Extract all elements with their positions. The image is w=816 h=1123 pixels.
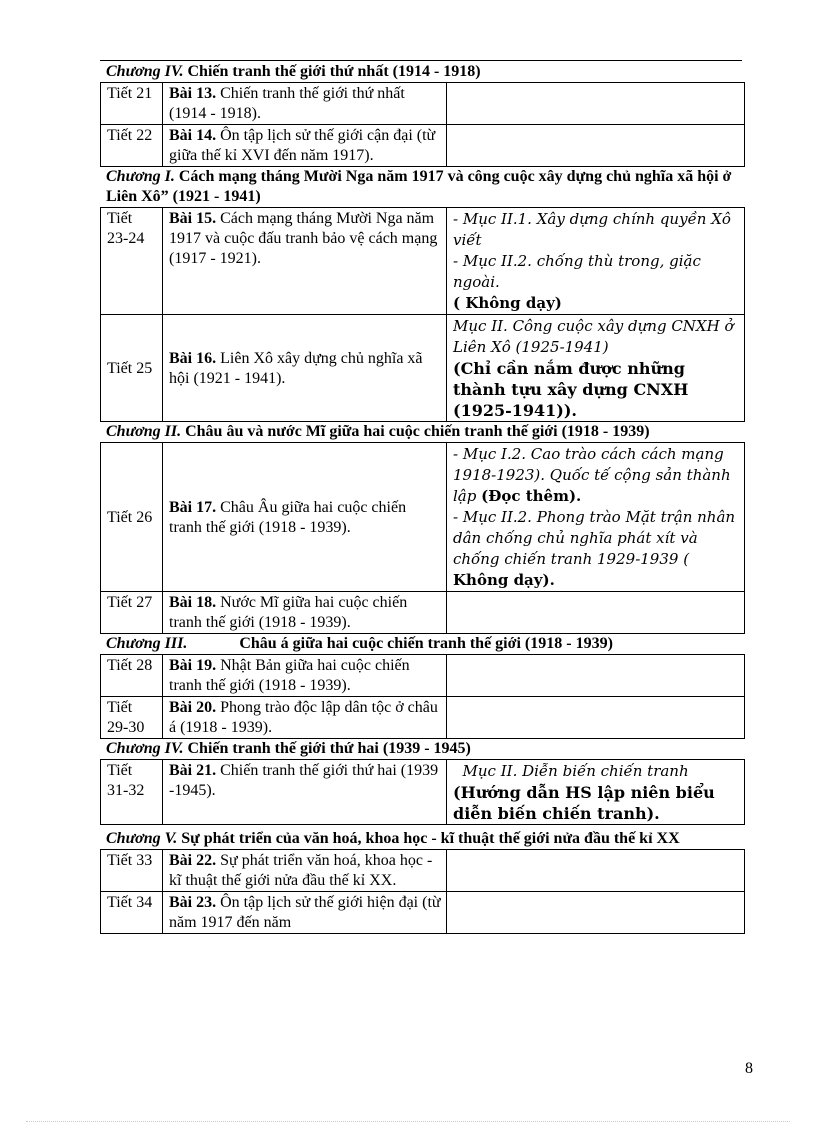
chapter-heading: Chương V. Sự phát triển của văn hoá, khoa học - kĩ thuật thế giới nửa đầu thế kỉ XX (106, 830, 680, 847)
lesson-table (100, 759, 745, 825)
note-cell (447, 315, 745, 422)
note-cell (447, 655, 745, 697)
note-cell (447, 208, 745, 315)
note-emphasis: (Hướng dẫn HS lập niên biểu diễn biến chiến tranh). (453, 783, 715, 823)
lesson-cell: Bài 17. Châu Âu giữa hai cuộc chiến tranh thế giới (1918 - 1939). (163, 443, 447, 592)
table-row (101, 83, 745, 125)
period-cell: Tiết 33 (101, 850, 163, 892)
lesson-cell: Bài 21. Chiến tranh thế giới thứ hai (1939 -1945). (163, 760, 447, 825)
note-emphasis: ( Không dạy) (453, 294, 562, 312)
table-row (101, 315, 745, 422)
table-row (101, 850, 745, 892)
period-cell: Tiết 34 (101, 892, 163, 934)
lesson-cell: Bài 20. Phong trào độc lập dân tộc ở châu á (1918 - 1939). (163, 697, 447, 739)
note-cell (447, 592, 745, 634)
table-row (101, 655, 745, 697)
lesson-cell: Bài 19. Nhật Bản giữa hai cuộc chiến tranh thế giới (1918 - 1939). (163, 655, 447, 697)
lesson-cell: Bài 13. Chiến tranh thế giới thứ nhất (1914 - 1918). (163, 83, 447, 125)
note-cell (447, 697, 745, 739)
note-cell (447, 760, 745, 825)
note-text: Mục II. Diễn biến chiến tranh (453, 762, 689, 780)
table-row (101, 892, 745, 934)
period-cell: Tiết 25 (101, 315, 163, 422)
chapter-heading: Chương III. Châu á giữa hai cuộc chiến tranh thế giới (1918 - 1939) (106, 635, 613, 652)
note-paragraph: - Mục I.2. Cao trào cách cách mạng 1918-1923). Quốc tế cộng sản thành lập (Đọc thêm). (453, 445, 731, 505)
period-cell: Tiết 28 (101, 655, 163, 697)
page-number: 8 (745, 1060, 753, 1077)
lesson-cell: Bài 14. Ôn tập lịch sử thế giới cận đại (từ giữa thế kỉ XVI đến năm 1917). (163, 125, 447, 167)
document-page (100, 62, 742, 934)
note-paragraph: - Mục II.2. Phong trào Mặt trận nhân dân chống chủ nghĩa phát xít và chống chiến tranh 1929-1939 ( Không dạy). (453, 508, 736, 589)
note-cell (447, 443, 745, 592)
lesson-cell: Bài 23. Ôn tập lịch sử thế giới hiện đại (từ năm 1917 đến năm (163, 892, 447, 934)
note-emphasis: (Chỉ cần nắm được những thành tựu xây dựng CNXH (1925-1941)). (453, 359, 689, 420)
chapter-heading: Chương II. Châu âu và nước Mĩ giữa hai cuộc chiến tranh thế giới (1918 - 1939) (106, 423, 650, 440)
lesson-cell: Bài 15. Cách mạng tháng Mười Nga năm 1917 và cuộc đấu tranh bảo vệ cách mạng (1917 - 1921). (163, 208, 447, 315)
lesson-cell: Bài 22. Sự phát triển văn hoá, khoa học - kĩ thuật thế giới nửa đầu thế kỉ XX. (163, 850, 447, 892)
lesson-table (100, 654, 745, 739)
chapter-heading: Chương I. Cách mạng tháng Mười Nga năm 1917 và công cuộc xây dựng chủ nghĩa xã hội ở Liên Xô” (1921 - 1941) (106, 168, 732, 205)
table-row (101, 760, 745, 825)
lesson-table (100, 207, 745, 422)
note-cell (447, 892, 745, 934)
lesson-cell: Bài 16. Liên Xô xây dựng chủ nghĩa xã hội (1921 - 1941). (163, 315, 447, 422)
chapter-heading: Chương IV. Chiến tranh thế giới thứ nhất (1914 - 1918) (106, 63, 481, 80)
lesson-table (100, 849, 745, 934)
note-cell (447, 850, 745, 892)
period-cell: Tiết 27 (101, 592, 163, 634)
header-rule (100, 60, 742, 61)
table-row (101, 208, 745, 315)
period-cell: Tiết 21 (101, 83, 163, 125)
table-row (101, 125, 745, 167)
period-cell: Tiết 22 (101, 125, 163, 167)
period-cell: Tiết 26 (101, 443, 163, 592)
lesson-table (100, 82, 745, 167)
lesson-cell: Bài 18. Nước Mĩ giữa hai cuộc chiến tranh thế giới (1918 - 1939). (163, 592, 447, 634)
table-row (101, 592, 745, 634)
period-cell: Tiết 29-30 (101, 697, 163, 739)
chapter-heading: Chương IV. Chiến tranh thế giới thứ hai (1939 - 1945) (106, 740, 471, 757)
lesson-table (100, 442, 745, 634)
table-row (101, 443, 745, 592)
table-row (101, 697, 745, 739)
page-bottom-edge (26, 1121, 790, 1122)
period-cell: Tiết 23-24 (101, 208, 163, 315)
note-cell (447, 125, 745, 167)
note-text: - Mục II.1. Xây dựng chính quyền Xô viết (453, 210, 731, 249)
note-text: - Mục II.2. chống thù trong, giặc ngoài. (453, 252, 701, 291)
note-cell (447, 83, 745, 125)
period-cell: Tiết 31-32 (101, 760, 163, 825)
note-text: Mục II. Công cuộc xây dựng CNXH ở Liên Xô (1925-1941) (453, 317, 734, 356)
